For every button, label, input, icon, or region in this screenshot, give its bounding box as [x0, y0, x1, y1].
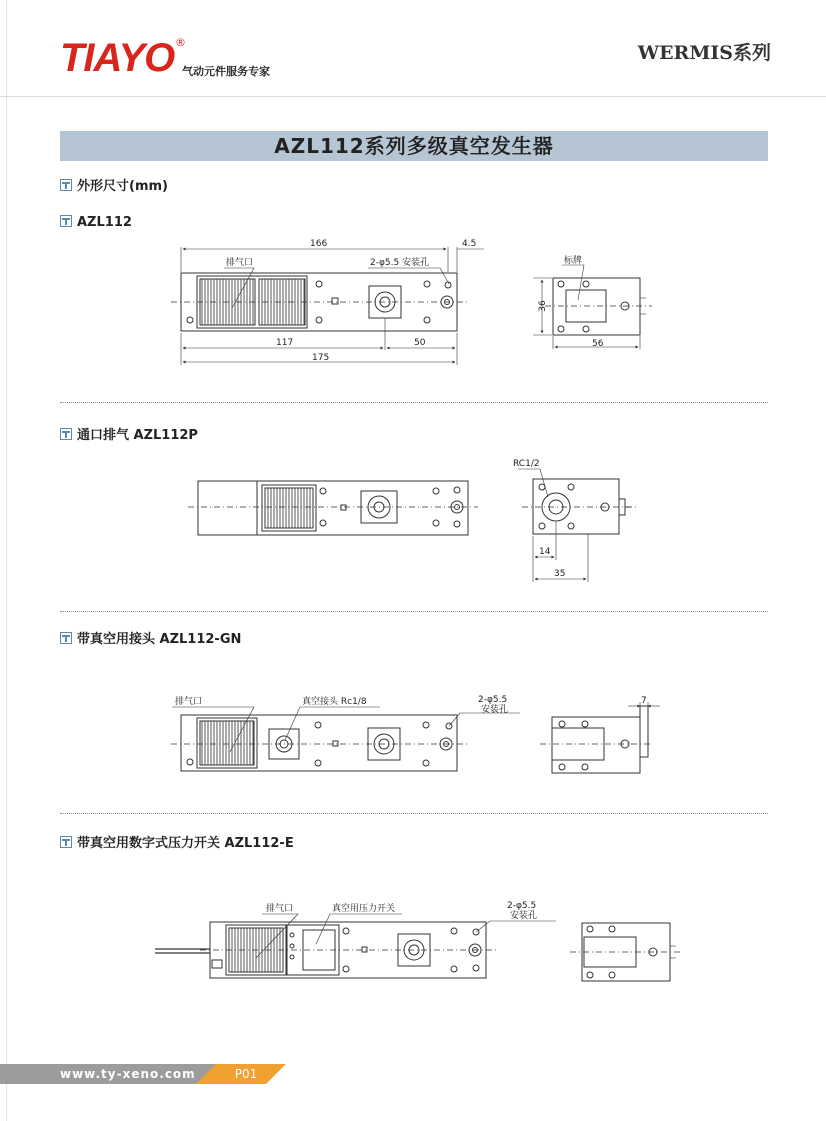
azl112-side-view — [533, 265, 652, 349]
azl112p-side-view — [518, 469, 636, 582]
label-exhaust-port: 排气口 — [226, 258, 254, 268]
label-mount-holes: 安装孔 — [481, 705, 509, 715]
label-mount-holes: 2-φ5.5 安装孔 — [370, 258, 430, 268]
azl112-e-front-view — [155, 914, 556, 978]
section-heading-text: 通口排气 AZL112P — [77, 428, 198, 443]
dim-35: 35 — [554, 569, 566, 579]
section-heading-text: 带真空用数字式压力开关 AZL112-E — [77, 836, 294, 851]
brand-logo: TIAYO — [60, 36, 175, 80]
brand-tagline: 气动元件服务专家 — [182, 65, 270, 78]
label-mount-holes: 安装孔 — [510, 911, 538, 921]
label-mount-spec: 2-φ5.5 — [507, 901, 537, 911]
dim-166: 166 — [310, 239, 328, 249]
label-exhaust-port: 排气口 — [266, 904, 294, 914]
azl112-e-side-view — [570, 923, 682, 981]
azl112-gn-side-view — [540, 702, 660, 773]
dim-7: 7 — [641, 696, 647, 706]
azl112-gn-front-view — [171, 707, 520, 771]
label-port-rc12: RC1/2 — [513, 459, 540, 469]
page-title: AZL112系列多级真空发生器 — [274, 134, 554, 158]
dim-117: 117 — [276, 338, 294, 348]
label-vacuum-joint: 真空接头 Rc1/8 — [302, 697, 367, 707]
registered-mark: ® — [175, 36, 186, 49]
footer-website: www.ty-xeno.com — [60, 1067, 196, 1081]
label-exhaust-port: 排气口 — [175, 697, 203, 707]
dim-175: 175 — [312, 353, 330, 363]
label-nameplate: 标牌 — [564, 256, 583, 266]
dim-56: 56 — [592, 339, 604, 349]
series-name: WERMIS系列 — [637, 42, 771, 64]
dim-50: 50 — [414, 338, 426, 348]
section-heading-text: AZL112 — [77, 215, 132, 230]
azl112-front-view — [171, 247, 484, 365]
label-pressure-switch: 真空用压力开关 — [332, 904, 396, 914]
section-heading-text: 外形尺寸(mm) — [77, 179, 168, 194]
azl112p-front-view — [188, 481, 478, 535]
dim-14: 14 — [539, 547, 551, 557]
page-number: P01 — [234, 1067, 258, 1081]
dim-36: 36 — [538, 300, 548, 312]
section-heading-text: 带真空用接头 AZL112-GN — [77, 632, 242, 647]
label-mount-spec: 2-φ5.5 — [478, 695, 508, 705]
dim-4-5: 4.5 — [462, 239, 477, 249]
